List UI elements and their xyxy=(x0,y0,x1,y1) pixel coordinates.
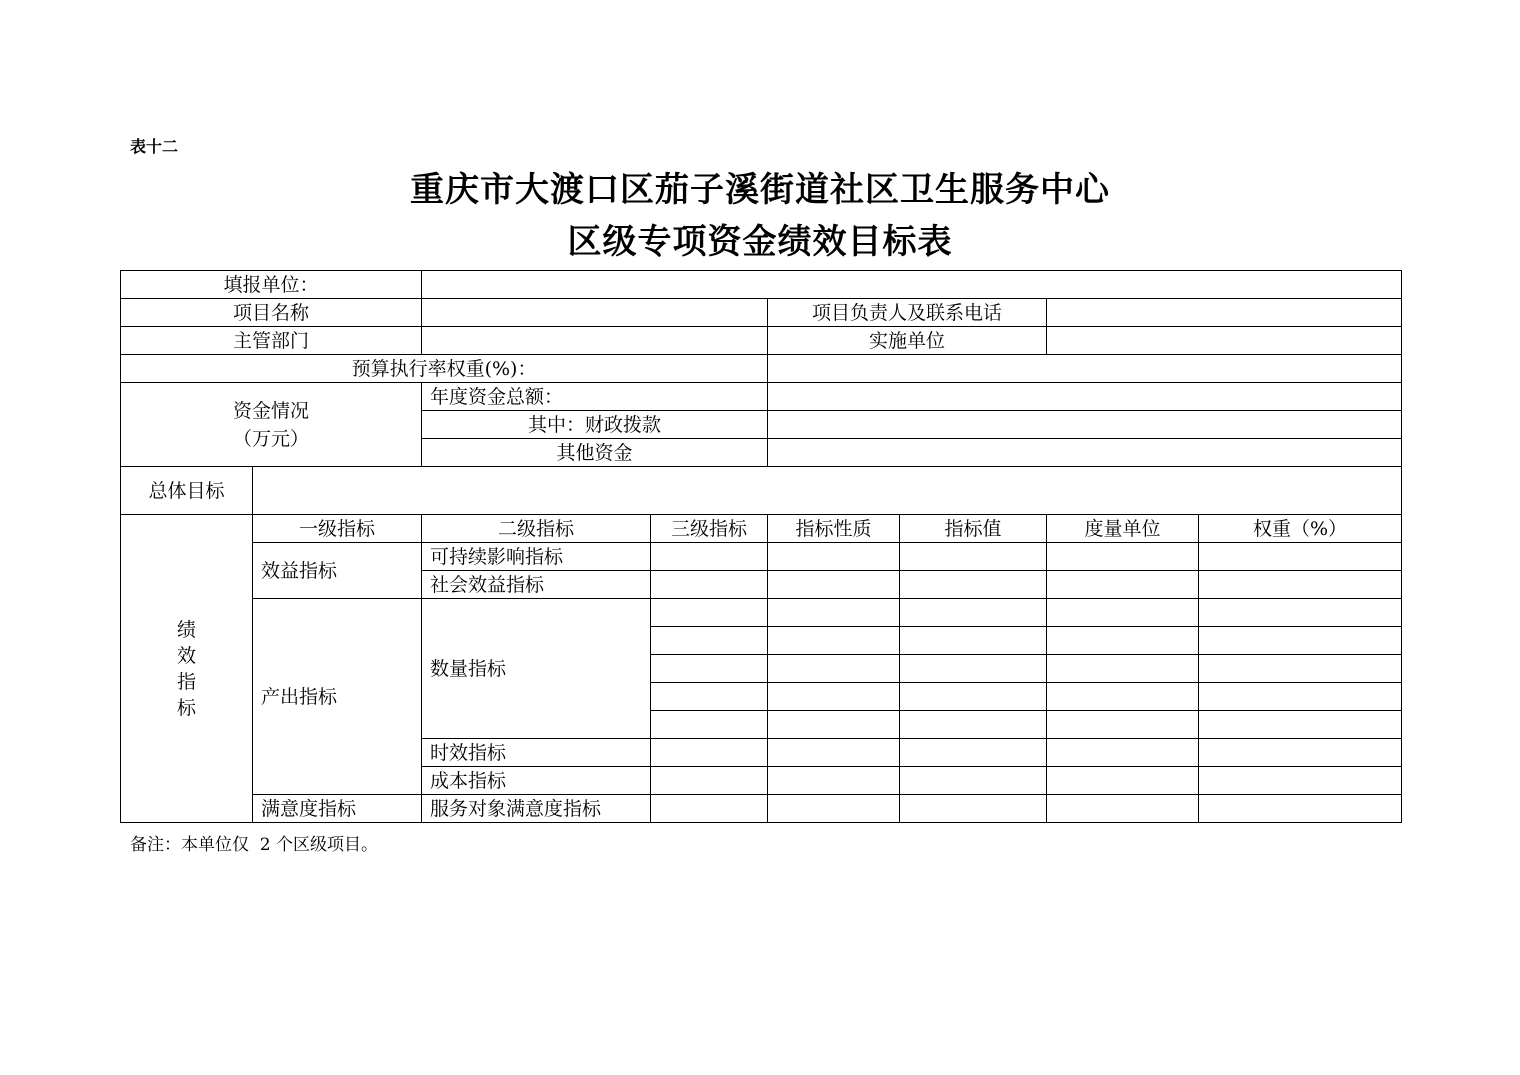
header-weight: 权重（%） xyxy=(1199,515,1402,543)
performance-target-table xyxy=(120,270,1402,823)
header-value: 指标值 xyxy=(900,515,1047,543)
quantity-indicator-label: 数量指标 xyxy=(422,599,651,739)
fiscal-allocation-label: 其中：财政拨款 xyxy=(422,411,768,439)
overall-goal-label: 总体目标 xyxy=(121,467,253,515)
row-overall-goal xyxy=(121,467,1402,515)
header-level2: 二级指标 xyxy=(422,515,651,543)
cell-input[interactable] xyxy=(1199,767,1402,795)
social-benefit-label: 社会效益指标 xyxy=(422,571,651,599)
cell-input[interactable] xyxy=(651,739,768,767)
cell-input[interactable] xyxy=(768,599,900,627)
cell-input[interactable] xyxy=(1199,655,1402,683)
cell-input[interactable] xyxy=(900,767,1047,795)
row-indicator-headers xyxy=(121,515,1402,543)
cell-input[interactable] xyxy=(768,655,900,683)
fill-unit-value[interactable] xyxy=(422,271,1402,299)
cell-input[interactable] xyxy=(1047,655,1199,683)
cell-input[interactable] xyxy=(768,571,900,599)
header-level3: 三级指标 xyxy=(651,515,768,543)
funds-label-line1: 资金情况 xyxy=(233,399,310,422)
cell-input[interactable] xyxy=(768,795,900,823)
cell-input[interactable] xyxy=(1199,711,1402,739)
cell-input[interactable] xyxy=(768,627,900,655)
annual-total-label: 年度资金总额： xyxy=(422,383,768,411)
cell-input[interactable] xyxy=(900,543,1047,571)
overall-goal-value[interactable] xyxy=(253,467,1402,515)
satisfaction-indicator-label: 满意度指标 xyxy=(253,795,422,823)
cell-input[interactable] xyxy=(1199,739,1402,767)
cell-input[interactable] xyxy=(651,711,768,739)
cell-input[interactable] xyxy=(1199,599,1402,627)
cell-input[interactable] xyxy=(1199,543,1402,571)
cell-input[interactable] xyxy=(900,599,1047,627)
cell-input[interactable] xyxy=(1199,571,1402,599)
table-row xyxy=(121,599,1402,627)
row-department xyxy=(121,327,1402,355)
cell-input[interactable] xyxy=(768,683,900,711)
cell-input[interactable] xyxy=(1047,627,1199,655)
cell-input[interactable] xyxy=(768,711,900,739)
cell-input[interactable] xyxy=(651,571,768,599)
cell-input[interactable] xyxy=(651,543,768,571)
implementing-unit-label: 实施单位 xyxy=(768,327,1047,355)
cell-input[interactable] xyxy=(768,767,900,795)
cell-input[interactable] xyxy=(900,683,1047,711)
cell-input[interactable] xyxy=(651,627,768,655)
service-satisfaction-label: 服务对象满意度指标 xyxy=(422,795,651,823)
header-unit: 度量单位 xyxy=(1047,515,1199,543)
annual-total-value[interactable] xyxy=(768,383,1402,411)
cell-input[interactable] xyxy=(1047,767,1199,795)
cell-input[interactable] xyxy=(900,739,1047,767)
output-indicator-label: 产出指标 xyxy=(253,599,422,795)
cell-input[interactable] xyxy=(1199,795,1402,823)
department-label: 主管部门 xyxy=(121,327,422,355)
cell-input[interactable] xyxy=(768,543,900,571)
row-project-name xyxy=(121,299,1402,327)
cell-input[interactable] xyxy=(900,711,1047,739)
timeliness-indicator-label: 时效指标 xyxy=(422,739,651,767)
fiscal-allocation-value[interactable] xyxy=(768,411,1402,439)
cell-input[interactable] xyxy=(900,655,1047,683)
table-number: 表十二 xyxy=(130,137,179,156)
cell-input[interactable] xyxy=(1047,711,1199,739)
benefit-indicator-label: 效益指标 xyxy=(253,543,422,599)
project-name-value[interactable] xyxy=(422,299,768,327)
fill-unit-label: 填报单位： xyxy=(121,271,422,299)
funds-label xyxy=(121,383,422,467)
funds-label-line2: （万元） xyxy=(233,427,310,450)
project-name-label: 项目名称 xyxy=(121,299,422,327)
row-fill-unit xyxy=(121,271,1402,299)
performance-indicators-side-label: 绩 效 指 标 xyxy=(121,515,253,823)
row-annual-total xyxy=(121,383,1402,411)
project-leader-value[interactable] xyxy=(1047,299,1402,327)
other-funds-label: 其他资金 xyxy=(422,439,768,467)
cell-input[interactable] xyxy=(651,655,768,683)
table-row xyxy=(121,543,1402,571)
cell-input[interactable] xyxy=(900,795,1047,823)
header-nature: 指标性质 xyxy=(768,515,900,543)
cell-input[interactable] xyxy=(1047,571,1199,599)
department-value[interactable] xyxy=(422,327,768,355)
page-title: 重庆市大渡口区茄子溪街道社区卫生服务中心 xyxy=(410,170,1110,210)
cell-input[interactable] xyxy=(900,627,1047,655)
cost-indicator-label: 成本指标 xyxy=(422,767,651,795)
budget-rate-value[interactable] xyxy=(768,355,1402,383)
header-level1: 一级指标 xyxy=(253,515,422,543)
cell-input[interactable] xyxy=(651,767,768,795)
cell-input[interactable] xyxy=(1047,795,1199,823)
footnote: 备注：本单位仅 2 个区级项目。 xyxy=(130,835,379,855)
budget-rate-label: 预算执行率权重(%)： xyxy=(121,355,768,383)
cell-input[interactable] xyxy=(1047,599,1199,627)
row-budget-rate xyxy=(121,355,1402,383)
table-row xyxy=(121,795,1402,823)
cell-input[interactable] xyxy=(900,571,1047,599)
cell-input[interactable] xyxy=(768,739,900,767)
cell-input[interactable] xyxy=(1199,683,1402,711)
project-leader-label: 项目负责人及联系电话 xyxy=(768,299,1047,327)
cell-input[interactable] xyxy=(1047,739,1199,767)
cell-input[interactable] xyxy=(1199,627,1402,655)
implementing-unit-value[interactable] xyxy=(1047,327,1402,355)
page-subtitle: 区级专项资金绩效目标表 xyxy=(567,222,953,262)
cell-input[interactable] xyxy=(651,683,768,711)
other-funds-value[interactable] xyxy=(768,439,1402,467)
cell-input[interactable] xyxy=(651,599,768,627)
cell-input[interactable] xyxy=(1047,683,1199,711)
cell-input[interactable] xyxy=(1047,543,1199,571)
sustainable-impact-label: 可持续影响指标 xyxy=(422,543,651,571)
cell-input[interactable] xyxy=(651,795,768,823)
